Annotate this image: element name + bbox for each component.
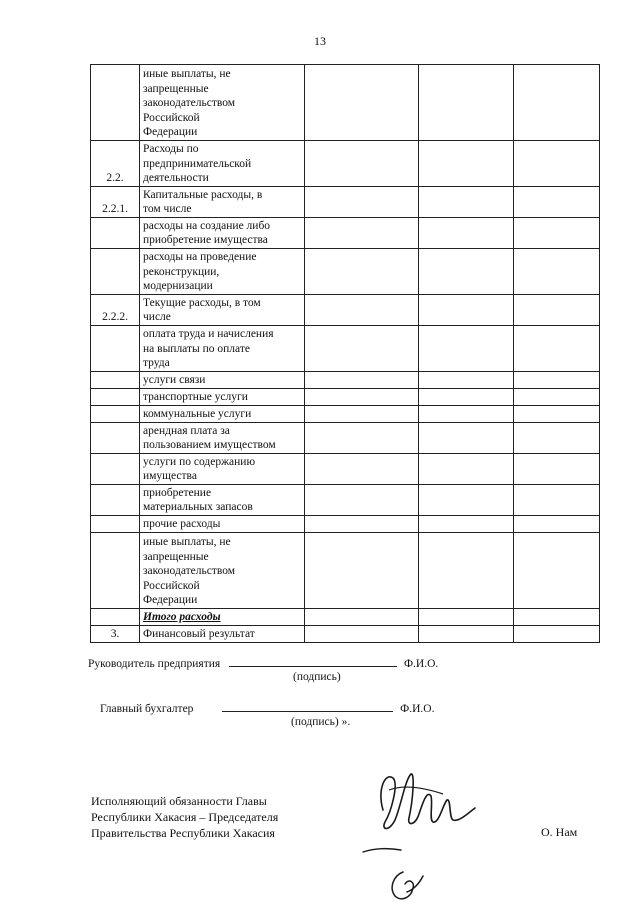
value-cell xyxy=(305,406,419,423)
table-row xyxy=(91,516,600,533)
value-cell xyxy=(514,406,600,423)
manager-label: Руководитель предприятия xyxy=(88,658,221,670)
value-cell xyxy=(514,249,600,295)
row-number-cell xyxy=(91,423,140,454)
value-cell xyxy=(305,249,419,295)
value-cell xyxy=(305,141,419,187)
value-cell xyxy=(419,65,514,141)
row-number-cell xyxy=(91,326,140,372)
row-name-cell: прочие расходы xyxy=(140,516,305,533)
value-cell xyxy=(419,516,514,533)
row-name-cell: услуги по содержанию имущества xyxy=(140,454,305,485)
value-cell xyxy=(419,218,514,249)
row-name-cell: арендная плата за пользованием имуществом xyxy=(140,423,305,454)
row-name-cell: транспортные услуги xyxy=(140,389,305,406)
accountant-signature-line xyxy=(100,701,435,715)
value-cell xyxy=(419,533,514,609)
initials-mark xyxy=(385,868,425,905)
table-row xyxy=(91,141,600,187)
value-cell xyxy=(419,423,514,454)
manager-signature-field xyxy=(229,656,397,667)
value-cell xyxy=(514,454,600,485)
value-cell xyxy=(305,187,419,218)
row-number-cell xyxy=(91,249,140,295)
table-row xyxy=(91,533,600,609)
table-row xyxy=(91,372,600,389)
table-row xyxy=(91,218,600,249)
value-cell xyxy=(305,389,419,406)
row-number-cell xyxy=(91,609,140,626)
report-table xyxy=(90,64,600,643)
accountant-signature-field xyxy=(222,701,393,712)
row-name-cell: иные выплаты, не запрещенные законодательством Российской Федерации xyxy=(140,65,305,141)
value-cell xyxy=(514,372,600,389)
value-cell xyxy=(305,372,419,389)
row-name-cell: Итого расходы xyxy=(140,609,305,626)
value-cell xyxy=(514,485,600,516)
value-cell xyxy=(419,295,514,326)
row-number-cell xyxy=(91,406,140,423)
value-cell xyxy=(305,295,419,326)
table-row xyxy=(91,187,600,218)
value-cell xyxy=(419,187,514,218)
value-cell xyxy=(419,141,514,187)
value-cell xyxy=(305,485,419,516)
value-cell xyxy=(419,609,514,626)
value-cell xyxy=(514,609,600,626)
value-cell xyxy=(514,423,600,454)
value-cell xyxy=(305,609,419,626)
table-row xyxy=(91,389,600,406)
signer-name: О. Нам xyxy=(541,825,578,839)
row-number-cell xyxy=(91,533,140,609)
row-number-cell: 2.2. xyxy=(91,141,140,187)
manager-sign-hint: (подпись) xyxy=(293,671,341,683)
value-cell xyxy=(514,187,600,218)
value-cell xyxy=(514,626,600,643)
signatory-line-2: Республики Хакасия – Председателя xyxy=(91,810,279,824)
signatory-block xyxy=(91,793,278,841)
signatory-line-3: Правительства Республики Хакасия xyxy=(91,826,275,840)
table-row xyxy=(91,609,600,626)
table-row xyxy=(91,485,600,516)
table-row xyxy=(91,65,600,141)
value-cell xyxy=(305,423,419,454)
value-cell xyxy=(514,65,600,141)
row-number-cell xyxy=(91,485,140,516)
row-number-cell xyxy=(91,454,140,485)
row-number-cell: 3. xyxy=(91,626,140,643)
value-cell xyxy=(514,218,600,249)
row-name-cell: оплата труда и начисления на выплаты по оплате труда xyxy=(140,326,305,372)
value-cell xyxy=(419,326,514,372)
value-cell xyxy=(305,326,419,372)
row-number-cell xyxy=(91,372,140,389)
row-name-cell: приобретение материальных запасов xyxy=(140,485,305,516)
row-name-cell: Расходы по предпринимательской деятельности xyxy=(140,141,305,187)
row-number-cell xyxy=(91,218,140,249)
accountant-sign-hint: (подпись) ». xyxy=(291,716,351,728)
row-number-cell: 2.2.1. xyxy=(91,187,140,218)
value-cell xyxy=(514,141,600,187)
value-cell xyxy=(419,626,514,643)
row-name-cell: расходы на проведение реконструкции, модернизации xyxy=(140,249,305,295)
value-cell xyxy=(514,533,600,609)
row-name-cell: коммунальные услуги xyxy=(140,406,305,423)
table-row xyxy=(91,295,600,326)
row-number-cell xyxy=(91,516,140,533)
value-cell xyxy=(514,295,600,326)
accountant-fio-label: Ф.И.О. xyxy=(400,703,435,715)
manager-fio-label: Ф.И.О. xyxy=(403,658,439,670)
value-cell xyxy=(305,65,419,141)
page-number: 13 xyxy=(314,34,326,48)
value-cell xyxy=(305,454,419,485)
row-name-cell: Текущие расходы, в том числе xyxy=(140,295,305,326)
row-name-cell: Капитальные расходы, в том числе xyxy=(140,187,305,218)
row-number-cell xyxy=(91,389,140,406)
report-table-body xyxy=(91,65,600,643)
manager-signature-line xyxy=(88,656,438,670)
value-cell xyxy=(305,218,419,249)
accountant-label: Главный бухгалтер xyxy=(100,703,194,715)
row-name-cell: иные выплаты, не запрещенные законодательством Российской Федерации xyxy=(140,533,305,609)
value-cell xyxy=(419,249,514,295)
value-cell xyxy=(419,372,514,389)
table-row xyxy=(91,454,600,485)
value-cell xyxy=(419,454,514,485)
value-cell xyxy=(305,626,419,643)
value-cell xyxy=(419,389,514,406)
value-cell xyxy=(514,389,600,406)
row-number-cell xyxy=(91,65,140,141)
row-name-cell: расходы на создание либо приобретение имущества xyxy=(140,218,305,249)
handwritten-signature xyxy=(355,760,485,860)
table-row xyxy=(91,626,600,643)
signatory-line-1: Исполняющий обязанности Главы xyxy=(91,794,267,808)
value-cell xyxy=(305,533,419,609)
table-row xyxy=(91,249,600,295)
value-cell xyxy=(419,485,514,516)
value-cell xyxy=(514,326,600,372)
table-row xyxy=(91,406,600,423)
value-cell xyxy=(419,406,514,423)
value-cell xyxy=(305,516,419,533)
row-number-cell: 2.2.2. xyxy=(91,295,140,326)
value-cell xyxy=(514,516,600,533)
row-name-cell: Финансовый результат xyxy=(140,626,305,643)
row-name-cell: услуги связи xyxy=(140,372,305,389)
table-row xyxy=(91,326,600,372)
table-row xyxy=(91,423,600,454)
